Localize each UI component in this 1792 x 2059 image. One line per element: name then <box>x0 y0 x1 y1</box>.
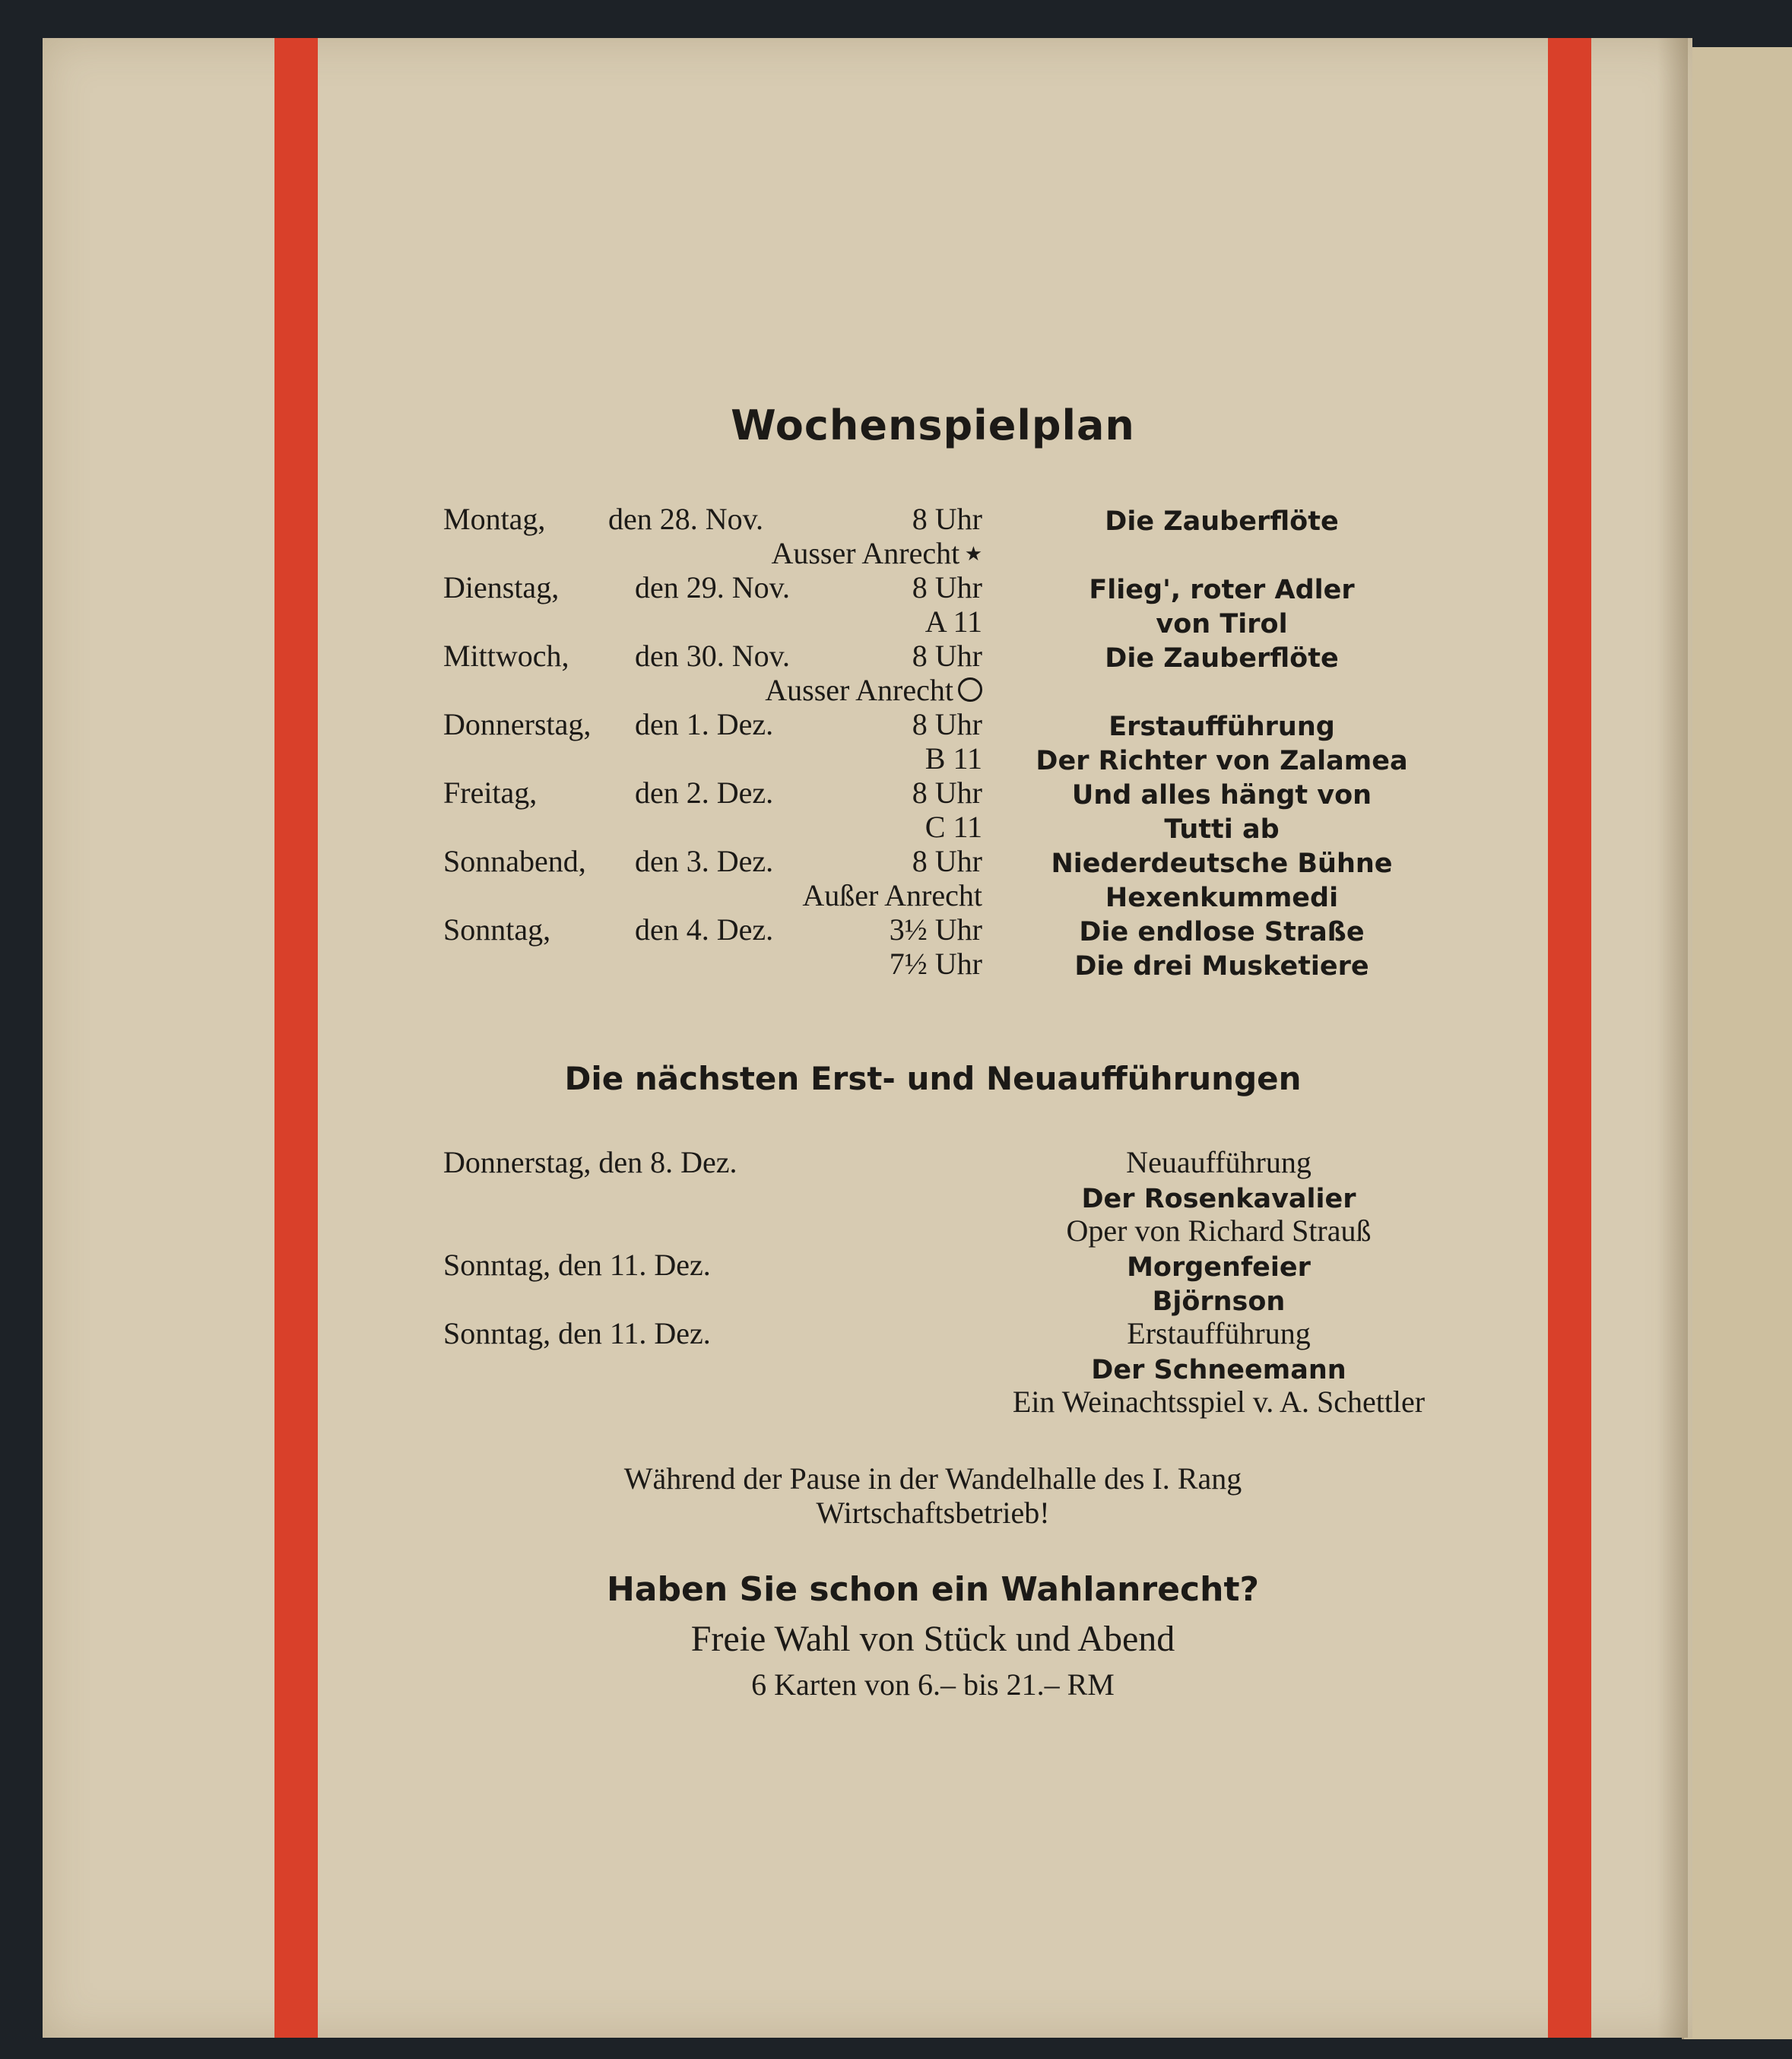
schedule-play: Erstaufführung <box>1109 712 1335 742</box>
schedule-play: Flieg', roter Adler <box>1089 575 1355 605</box>
upcoming-date: Sonntag, den 11. Dez. <box>443 1316 711 1350</box>
schedule-date: den 29. Nov. <box>635 570 791 604</box>
schedule-play: Tutti ab <box>1164 814 1280 845</box>
schedule-play: Und alles hängt von <box>1071 780 1372 811</box>
schedule-play: Die endlose Straße <box>1079 917 1365 947</box>
page-title: Wochenspielplan <box>731 401 1135 449</box>
upcoming-heading: Die nächsten Erst- und Neuaufführungen <box>564 1060 1302 1097</box>
upcoming-play-note: Oper von Richard Strauß <box>1066 1214 1372 1248</box>
price-line: 6 Karten von 6.– bis 21.– RM <box>751 1667 1115 1702</box>
schedule-play: Die drei Musketiere <box>1074 951 1369 982</box>
schedule-time: 8 Uhr <box>912 570 982 604</box>
upcoming-play-note: Ein Weinachtsspiel v. A. Schettler <box>1012 1385 1426 1419</box>
pause-note-line-1: Während der Pause in der Wandelhalle des I. Rang <box>623 1461 1242 1496</box>
upcoming-play-note: Erstaufführung <box>1127 1316 1311 1350</box>
schedule-play: Die Zauberflöte <box>1105 643 1339 674</box>
upcoming-date: Sonntag, den 11. Dez. <box>443 1248 711 1282</box>
schedule-date: den 1. Dez. <box>635 707 774 741</box>
schedule-time: 8 Uhr <box>912 844 982 878</box>
schedule-subscription <box>526 673 982 707</box>
schedule-play: Niederdeutsche Bühne <box>1051 849 1393 879</box>
subscription-label: A 11 <box>925 604 982 639</box>
schedule-time: 8 Uhr <box>912 707 982 741</box>
upcoming-play-title: Der Rosenkavalier <box>1081 1184 1356 1214</box>
upcoming-date: Donnerstag, den 8. Dez. <box>443 1145 737 1179</box>
schedule-subscription <box>526 810 982 844</box>
subscription-label: C 11 <box>925 810 982 844</box>
subscription-question: Haben Sie schon ein Wahlanrecht? <box>606 1570 1260 1609</box>
schedule-date: den 2. Dez. <box>635 776 774 810</box>
upcoming-play-note: Neuaufführung <box>1126 1145 1311 1179</box>
schedule-time: 8 Uhr <box>912 639 982 673</box>
upcoming-play-title: Der Schneemann <box>1091 1355 1346 1385</box>
subscription-label: B 11 <box>925 741 982 776</box>
schedule-date: den 3. Dez. <box>635 844 774 878</box>
schedule-time: 3½ Uhr <box>889 912 982 947</box>
schedule-day: Sonntag, <box>443 912 551 947</box>
schedule-day: Mittwoch, <box>443 639 569 673</box>
schedule-date: den 30. Nov. <box>635 639 791 673</box>
schedule-time: 8 Uhr <box>912 776 982 810</box>
pause-note-line-2: Wirtschaftsbetrieb! <box>816 1496 1050 1530</box>
schedule-day: Donnerstag, <box>443 707 592 741</box>
upcoming-play-title: Morgenfeier <box>1127 1252 1311 1283</box>
subscription-label: 7½ Uhr <box>889 947 982 981</box>
schedule-subscription <box>526 947 982 981</box>
schedule-subscription <box>526 878 982 912</box>
schedule-play: Hexenkummedi <box>1105 883 1339 913</box>
schedule-subscription <box>526 604 982 639</box>
subscription-label: Ausser Anrecht <box>771 536 960 570</box>
schedule-time: 8 Uhr <box>912 502 982 536</box>
star-icon: ★ <box>959 543 982 565</box>
upcoming-play-title: Björnson <box>1152 1286 1286 1317</box>
schedule-day: Dienstag, <box>443 570 560 604</box>
schedule-day: Montag, <box>443 502 546 536</box>
schedule-play: Der Richter von Zalamea <box>1036 746 1408 776</box>
schedule-subscription <box>526 536 982 571</box>
free-choice-line: Freie Wahl von Stück und Abend <box>690 1619 1175 1659</box>
schedule-date: den 4. Dez. <box>635 912 774 947</box>
schedule-subscription <box>526 741 982 776</box>
schedule-day: Freitag, <box>443 776 538 810</box>
schedule-play: Die Zauberflöte <box>1105 506 1339 537</box>
schedule-play: von Tirol <box>1156 609 1288 639</box>
circle-icon <box>958 677 982 702</box>
schedule-day: Sonnabend, <box>443 844 586 878</box>
subscription-label: Ausser Anrecht <box>765 673 953 707</box>
subscription-label: Außer Anrecht <box>802 878 982 912</box>
schedule-date: den 28. Nov. <box>608 502 764 536</box>
